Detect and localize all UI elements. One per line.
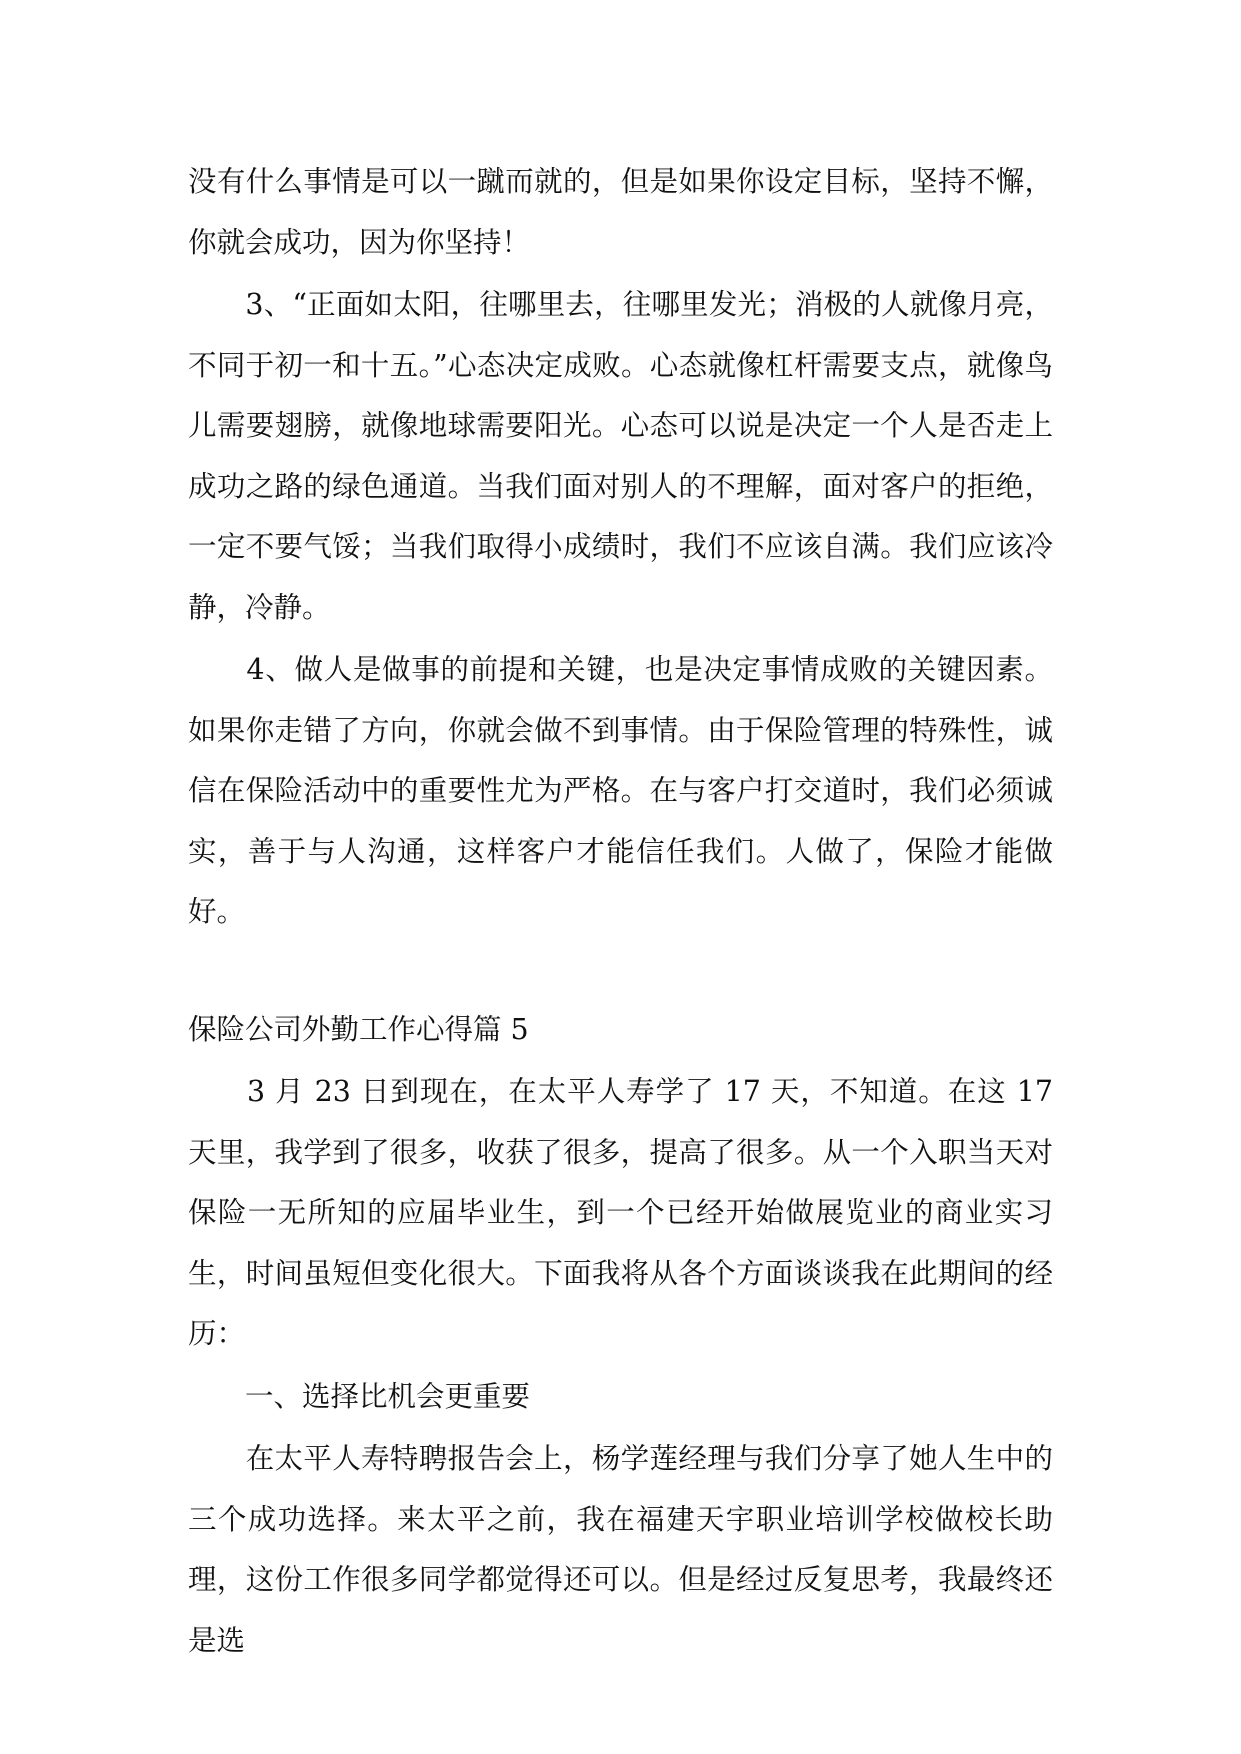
paragraph-point-3: 3、“正面如太阳，往哪里去，往哪里发光；消极的人就像月亮，不同于初一和十五。”心态决定成败。心态就像杠杆需要支点，就像鸟儿需要翅膀，就像地球需要阳光。心态可以说是决定一个人是否走上成功之路的绿色通道。当我们面对别人的不理解，面对客户的拒绝，一定不要气馁；当我们取得小成绩时，我们不应该自满。我们应该冷静，冷静。 <box>188 288 1053 624</box>
section-heading: 保险公司外勤工作心得篇 5 <box>188 1012 529 1046</box>
paragraph-continuation: 没有什么事情是可以一蹴而就的，但是如果你设定目标，坚持不懈，你就会成功，因为你坚持！ <box>188 165 1053 259</box>
document-body <box>188 152 1063 1671</box>
section-spacer <box>188 943 1053 1000</box>
paragraph-report-meeting: 在太平人寿特聘报告会上，杨学莲经理与我们分享了她人生中的三个成功选择。来太平之前，我在福建天宇职业培训学校做校长助理，这份工作很多同学都觉得还可以。但是经过反复思考，我最终还是选 <box>188 1442 1053 1657</box>
paragraph-intro: 3 月 23 日到现在，在太平人寿学了 17 天，不知道。在这 17 天里，我学到了很多，收获了很多，提高了很多。从一个入职当天对保险一无所知的应届毕业生，到一个已经开始做展览业的商业实习生，时间虽短但变化很大。下面我将从各个方面谈谈我在此期间的经历： <box>188 1075 1063 1350</box>
paragraph-point-4: 4、做人是做事的前提和关键，也是决定事情成败的关键因素。如果你走错了方向，你就会做不到事情。由于保险管理的特殊性，诚信在保险活动中的重要性尤为严格。在与客户打交道时，我们必须诚实，善于与人沟通，这样客户才能信任我们。人做了，保险才能做好。 <box>188 653 1053 928</box>
subheading-choice: 一、选择比机会更重要 <box>188 1379 531 1413</box>
